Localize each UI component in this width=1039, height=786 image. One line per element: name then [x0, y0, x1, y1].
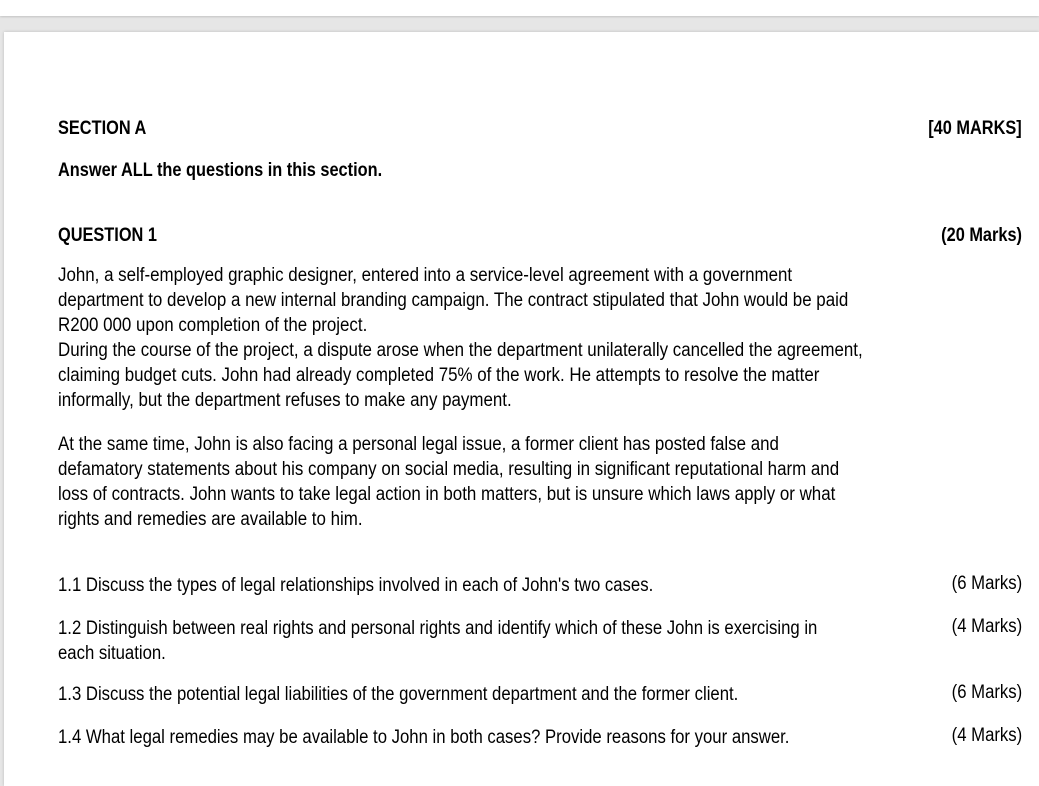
paragraph-line: claiming budget cuts. John had already completed 75% of the work. He attempts to resolve the matter	[58, 365, 820, 386]
subquestion-text: 1.3 Discuss the potential legal liabilities of the government department and the former client.	[58, 684, 739, 705]
previous-page-edge	[0, 0, 1039, 16]
subquestion-1-2	[58, 616, 817, 666]
question-title: QUESTION 1	[58, 225, 157, 246]
paragraph-line: rights and remedies are available to him.	[58, 509, 363, 530]
question-marks: (20 Marks)	[941, 225, 1022, 246]
scenario-paragraph-3	[58, 432, 839, 532]
section-marks: [40 MARKS]	[928, 118, 1022, 139]
subquestion-1-3-marks: (6 Marks)	[951, 682, 1022, 703]
subquestion-text: 1.1 Discuss the types of legal relationships involved in each of John's two cases.	[58, 575, 654, 596]
subquestion-text: 1.2 Distinguish between real rights and personal rights and identify which of these John is exercising in	[58, 618, 818, 639]
subquestion-1-3	[58, 682, 738, 707]
subquestion-1-1	[58, 573, 653, 598]
paragraph-line: defamatory statements about his company on social media, resulting in significant reputational harm and	[58, 459, 840, 480]
subquestion-1-2-marks: (4 Marks)	[951, 616, 1022, 637]
scenario-paragraph-1	[58, 263, 863, 413]
section-title: SECTION A	[58, 118, 147, 139]
section-instruction: Answer ALL the questions in this section.	[58, 160, 383, 181]
paragraph-line: loss of contracts. John wants to take legal action in both matters, but is unsure which laws apply or what	[58, 484, 836, 505]
paragraph-line: R200 000 upon completion of the project.	[58, 315, 368, 336]
paragraph-line: John, a self-employed graphic designer, entered into a service-level agreement with a government	[58, 265, 793, 286]
paragraph-line: informally, but the department refuses to make any payment.	[58, 390, 512, 411]
subquestion-text: 1.4 What legal remedies may be available to John in both cases? Provide reasons for your answer.	[58, 727, 790, 748]
paragraph-line: During the course of the project, a dispute arose when the department unilaterally cancelled the agreement,	[58, 340, 863, 361]
subquestion-1-4	[58, 725, 789, 750]
subquestion-1-1-marks: (6 Marks)	[951, 573, 1022, 594]
document-page	[4, 32, 1039, 786]
subquestion-1-4-marks: (4 Marks)	[951, 725, 1022, 746]
paragraph-line: At the same time, John is also facing a personal legal issue, a former client has posted false and	[58, 434, 779, 455]
subquestion-text: each situation.	[58, 643, 166, 664]
paragraph-line: department to develop a new internal branding campaign. The contract stipulated that John would be paid	[58, 290, 849, 311]
